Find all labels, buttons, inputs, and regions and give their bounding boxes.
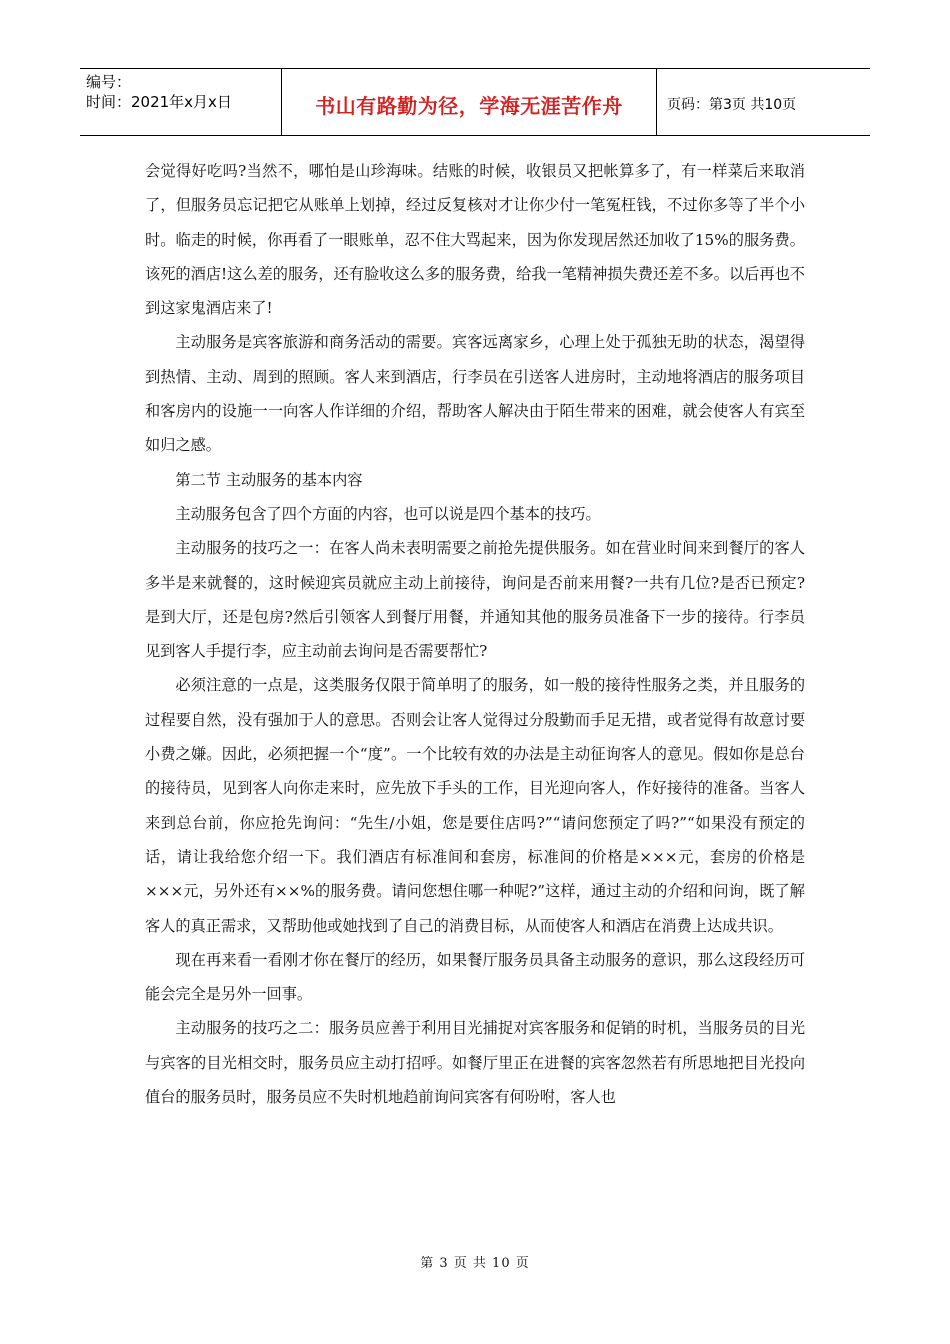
page-footer: 第 3 页 共 10 页 (420, 1256, 530, 1271)
paragraph: 现在再来看一看刚才你在餐厅的经历，如果餐厅服务员具备主动服务的意识，那么这段经历可能会完全是另外一回事。 (145, 950, 805, 1004)
header-motto: 书山有路勤为径，学海无涯苦作舟 (315, 93, 623, 118)
paragraph: 主动服务是宾客旅游和商务活动的需要。宾客远离家乡，心理上处于孤独无助的状态，渴望得到热情、主动、周到的照顾。客人来到酒店，行李员在引送客人进房时，主动地将酒店的服务项目和客房内的设施一一向客人作详细的介绍，帮助客人解决由于陌生带来的困难，就会使客人有宾至如归之感。 (145, 333, 805, 455)
serial-number-label: 编号： (86, 73, 132, 91)
date-label: 时间：2021年x月x日 (86, 93, 232, 111)
document-header (80, 68, 870, 136)
paragraph: 主动服务包含了四个方面的内容，也可以说是四个基本的技巧。 (175, 504, 601, 523)
header-page-info: 页码：第3页 共10页 (667, 97, 797, 113)
document-body (145, 154, 805, 1114)
paragraph: 主动服务的技巧之一：在客人尚未表明需要之前抢先提供服务。如在营业时间来到餐厅的客人多半是来就餐的，这时候迎宾员就应主动上前接待，询问是否前来用餐?一共有几位?是否已预定?是到大厅，还是包房?然后引领客人到餐厅用餐，并通知其他的服务员准备下一步的接待。行李员见到客人手提行李，应主动前去询问是否需要帮忙? (145, 539, 805, 661)
header-motto-cell (282, 69, 657, 135)
section-heading: 第二节 主动服务的基本内容 (175, 470, 363, 489)
header-page-cell (657, 69, 870, 135)
paragraph: 必须注意的一点是，这类服务仅限于简单明了的服务，如一般的接待性服务之类，并且服务的过程要自然，没有强加于人的意思。否则会让客人觉得过分殷勤而手足无措，或者觉得有故意讨要小费之嫌。因此，必须把握一个“度”。一个比较有效的办法是主动征询客人的意见。假如你是总台的接待员，见到客人向你走来时，应先放下手头的工作，目光迎向客人，作好接待的准备。当客人来到总台前，你应抢先询问：“先生/小姐，您是要住店吗?”“请问您预定了吗?”“如果没有预定的话，请让我给您介绍一下。我们酒店有标准间和套房，标准间的价格是×××元，套房的价格是×××元，另外还有××%的服务费。请问您想住哪一种呢?”这样，通过主动的介绍和问询，既了解客人的真正需求，又帮助他或她找到了自己的消费目标，从而使客人和酒店在消费上达成共识。 (145, 676, 805, 935)
paragraph: 会觉得好吃吗?当然不，哪怕是山珍海味。结账的时候，收银员又把帐算多了，有一样菜后来取消了，但服务员忘记把它从账单上划掉，经过反复核对才让你少付一笔冤枉钱，不过你多等了半个小时。临走的时候，你再看了一眼账单，忍不住大骂起来，因为你发现居然还加收了15%的服务费。该死的酒店!这么差的服务，还有脸收这么多的服务费，给我一笔精神损失费还差不多。以后再也不到这家鬼酒店来了! (145, 162, 805, 318)
header-meta-cell (80, 69, 282, 135)
paragraph: 主动服务的技巧之二：服务员应善于利用目光捕捉对宾客服务和促销的时机，当服务员的目光与宾客的目光相交时，服务员应主动打招呼。如餐厅里正在进餐的宾客忽然若有所思地把目光投向值台的服务员时，服务员应不失时机地趋前询问宾客有何吩咐，客人也 (145, 1019, 805, 1107)
